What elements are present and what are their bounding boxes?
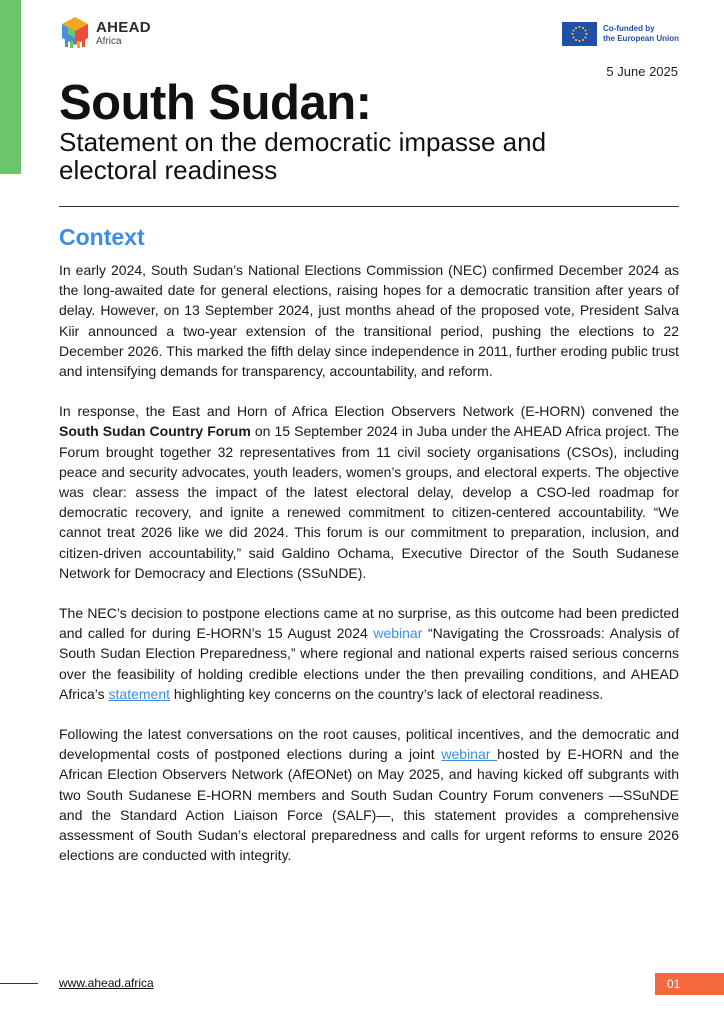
paragraph-2 xyxy=(59,401,679,583)
statement-link[interactable]: statement xyxy=(108,685,171,702)
footer-website-link[interactable]: www.ahead.africa xyxy=(59,976,154,990)
eu-line-2: the European Union xyxy=(603,34,679,43)
country-forum-bold: South Sudan Country Forum xyxy=(59,423,251,440)
page-number-badge: 01 xyxy=(655,973,724,995)
section-heading-context: Context xyxy=(59,224,145,250)
eu-cofunded-badge xyxy=(562,22,679,46)
paragraph-1: In early 2024, South Sudan’s National Elections Commission (NEC) confirmed December 2024 as the long-awaited date for general elections, raising hopes for a democratic transition after years of delay. However, on 13 September 2024, just months ahead of the proposed vote, President Salva Kiir announced a two-year extension of the transitional period, pushing the elections to 22 December 2026. This marked the fifth delay since independence in 2011, further eroding public trust and intensifying demands for transparency, accountability, and reform. xyxy=(59,262,679,380)
logo-name: AHEAD xyxy=(96,18,151,36)
webinar-link-2025[interactable]: webinar xyxy=(441,746,498,763)
paragraph-3-text-b: “Navigating the Crossroads: Analysis of South Sudan Election Preparedness,” where regional and national experts raised serious concerns over the feasibility of holding credible elections under the then prevailing conditions, and AHEAD Africa’s xyxy=(59,625,679,702)
logo-subtitle: Africa xyxy=(96,35,122,47)
page-title: South Sudan: xyxy=(59,76,372,130)
page-subtitle: Statement on the democratic impasse and electoral readiness xyxy=(59,127,547,185)
ahead-africa-logo[interactable] xyxy=(60,15,151,51)
title-divider xyxy=(59,206,679,207)
paragraph-3-text-a: The NEC’s decision to postpone elections came at no surprise, as this outcome had been predicted and called for during E-HORN’s 15 August 2024 xyxy=(59,605,679,642)
paragraph-3-text-c: highlighting key concerns on the country’s lack of electoral readiness. xyxy=(170,685,604,702)
publication-date: 5 June 2025 xyxy=(606,64,678,79)
paragraph-4 xyxy=(59,724,679,865)
paragraph-2-text-b: on 15 September 2024 in Juba under the AHEAD Africa project. The Forum brought together 32 representatives from 11 civil society organisations (CSOs), including peace and security advocates, youth leaders, women’s groups, and electoral experts. The objective was clear: assess the impact of the latest electoral delay, develop a CSO-led roadmap for democratic recovery, and ignite a renewed commitment to citizen-centered accountability. “We cannot treat 2026 like we did 2024. This forum is our commitment to preparation, inclusion, and citizen-driven accountability,” said Galdino Ochama, Executive Director of the South Sudanese Network for Democracy and Elections (SSuNDE). xyxy=(59,423,679,581)
webinar-link-2024[interactable]: webinar xyxy=(373,625,423,642)
paragraph-4-text-a: Following the latest conversations on the root causes, political incentives, and the democratic and developmental costs of postponed elections during a joint xyxy=(59,726,679,763)
paragraph-2-text-a: In response, the East and Horn of Africa Election Observers Network (E-HORN) convened the xyxy=(59,403,679,420)
paragraph-3 xyxy=(59,603,679,704)
eu-flag-icon xyxy=(562,22,597,46)
side-accent-bar xyxy=(0,0,21,174)
paragraph-4-text-b: hosted by E-HORN and the African Election Observers Network (AfEONet) on May 2025, and having kicked off subgrants with two South Sudanese E-HORN members and South Sudan Country Forum conveners —SSuNDE and the Standard Action Liaison Force (SALF)—, this statement provides a comprehensive assessment of South Sudan’s electoral preparedness and calls for urgent reforms to ensure 2026 elections are conducted with integrity. xyxy=(59,746,680,864)
body-text xyxy=(59,260,679,885)
ahead-logo-icon xyxy=(60,15,90,51)
eu-line-1: Co-funded by xyxy=(603,24,655,33)
footer-rule xyxy=(0,983,38,984)
